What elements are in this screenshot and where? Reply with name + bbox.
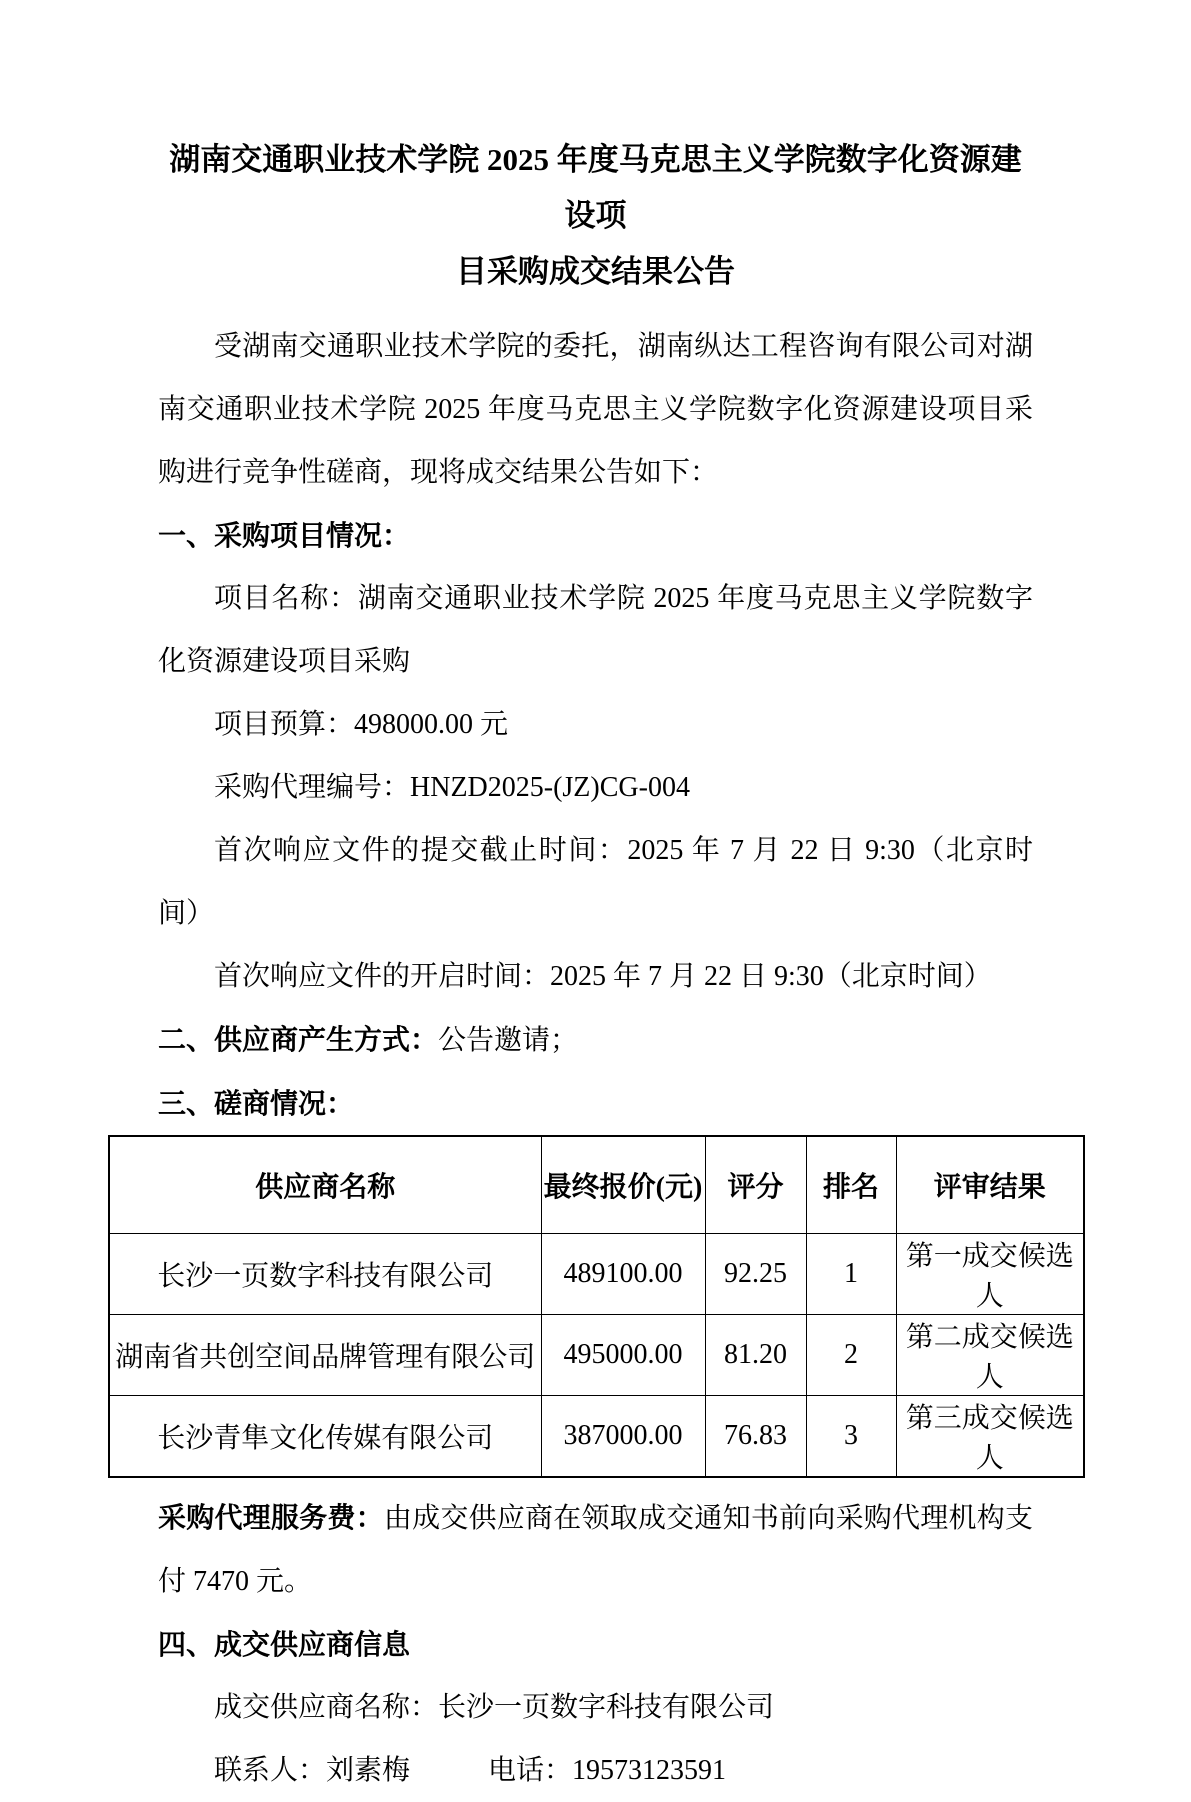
score-cell: 92.25 bbox=[705, 1234, 806, 1315]
header-score: 评分 bbox=[705, 1136, 806, 1234]
header-supplier-name: 供应商名称 bbox=[109, 1136, 541, 1234]
header-rank: 排名 bbox=[806, 1136, 896, 1234]
submission-deadline-line: 首次响应文件的提交截止时间：2025 年 7 月 22 日 9:30（北京时间） bbox=[158, 835, 1033, 929]
review-result-cell: 第一成交候选人 bbox=[896, 1234, 1084, 1315]
header-review-result: 评审结果 bbox=[896, 1136, 1084, 1234]
negotiation-results-table bbox=[108, 1135, 1085, 1478]
intro-paragraph: 受湖南交通职业技术学院的委托，湖南纵达工程咨询有限公司对湖南交通职业技术学院 2025 年度马克思主义学院数字化资源建设项目采购进行竞争性磋商，现将成交结果公告如下： bbox=[158, 331, 1033, 488]
opening-time-line: 首次响应文件的开启时间：2025 年 7 月 22 日 9:30（北京时间） bbox=[214, 961, 992, 992]
final-price-cell: 489100.00 bbox=[541, 1234, 705, 1315]
section4-heading: 四、成交供应商信息 bbox=[158, 1629, 411, 1660]
project-budget-line: 项目预算：498000.00 元 bbox=[214, 709, 509, 740]
rank-cell: 2 bbox=[806, 1315, 896, 1396]
document-title-line2: 目采购成交结果公告 bbox=[456, 254, 735, 289]
project-name-line: 项目名称：湖南交通职业技术学院 2025 年度马克思主义学院数字化资源建设项目采购 bbox=[158, 583, 1033, 677]
document-title bbox=[158, 132, 1033, 300]
table-row bbox=[109, 1234, 1084, 1315]
winner-name-line: 成交供应商名称：长沙一页数字科技有限公司 bbox=[214, 1692, 775, 1723]
table-row bbox=[109, 1396, 1084, 1478]
table-row bbox=[109, 1315, 1084, 1396]
review-result-cell: 第二成交候选人 bbox=[896, 1315, 1084, 1396]
agency-fee-text: 由成交供应商在领取成交通知书前向采购代理机构支付 7470 元。 bbox=[158, 1503, 1033, 1597]
document-title-line1: 湖南交通职业技术学院 2025 年度马克思主义学院数字化资源建设项 bbox=[169, 142, 1022, 233]
agency-code-line: 采购代理编号：HNZD2025-(JZ)CG-004 bbox=[214, 772, 690, 803]
table-header-row bbox=[109, 1136, 1084, 1234]
agency-fee-line bbox=[158, 1486, 1033, 1613]
final-price-cell: 495000.00 bbox=[541, 1315, 705, 1396]
final-price-cell: 387000.00 bbox=[541, 1396, 705, 1478]
score-cell: 81.20 bbox=[705, 1315, 806, 1396]
section2-heading: 二、供应商产生方式： bbox=[158, 1024, 439, 1055]
rank-cell: 3 bbox=[806, 1396, 896, 1478]
header-final-price: 最终报价(元) bbox=[541, 1136, 705, 1234]
section2-heading-line bbox=[158, 1008, 1033, 1072]
supplier-name-cell: 湖南省共创空间品牌管理有限公司 bbox=[109, 1315, 541, 1396]
review-result-cell: 第三成交候选人 bbox=[896, 1396, 1084, 1478]
score-cell: 76.83 bbox=[705, 1396, 806, 1478]
supplier-name-cell: 长沙青隼文化传媒有限公司 bbox=[109, 1396, 541, 1478]
contact-line bbox=[158, 1739, 1033, 1802]
section3-heading: 三、磋商情况： bbox=[158, 1088, 355, 1119]
supplier-name-cell: 长沙一页数字科技有限公司 bbox=[109, 1234, 541, 1315]
agency-fee-label: 采购代理服务费： bbox=[158, 1502, 384, 1533]
contact-phone: 电话：19573123591 bbox=[488, 1755, 727, 1786]
section2-value: 公告邀请； bbox=[438, 1025, 579, 1056]
rank-cell: 1 bbox=[806, 1234, 896, 1315]
contact-person: 联系人：刘素梅 bbox=[214, 1755, 411, 1786]
section1-heading: 一、采购项目情况： bbox=[158, 520, 411, 551]
